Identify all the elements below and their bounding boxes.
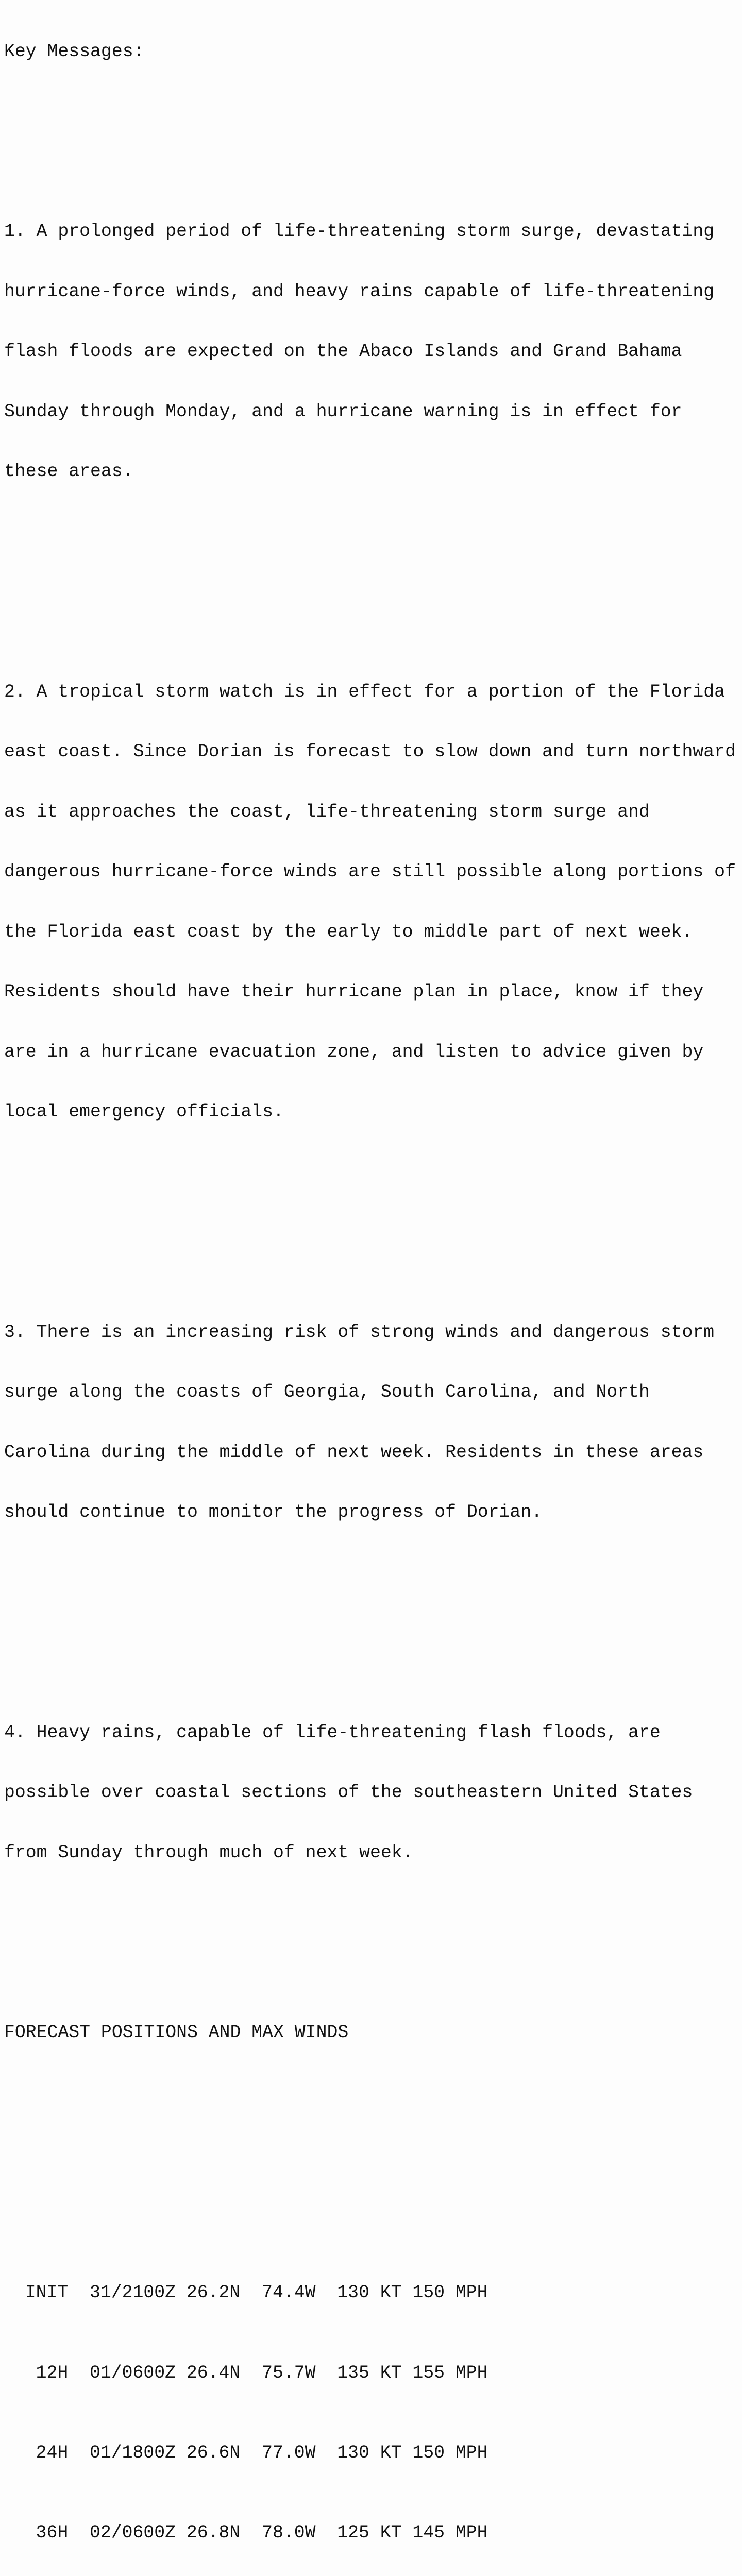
spacer [4,102,736,122]
key-message-4 [4,1683,736,1903]
message-line: Sunday through Monday, and a hurricane warning is in effect for [4,402,736,422]
forecast-longitude: 78.0W [262,2523,315,2544]
spacer [4,1603,736,1623]
message-line: local emergency officials. [4,1103,736,1123]
key-messages-heading: Key Messages: [4,42,736,62]
forecast-table [4,2163,736,2576]
forecast-latitude: 26.8N [187,2523,240,2544]
message-line: are in a hurricane evacuation zone, and listen to advice given by [4,1043,736,1063]
message-line: surge along the coasts of Georgia, South Carolina, and North [4,1383,736,1403]
forecast-date: 01/1800Z [90,2444,176,2464]
forecast-time: INIT [4,2283,68,2303]
forecast-discussion-document [4,2,736,2576]
forecast-longitude: 77.0W [262,2444,315,2464]
message-line: 4. Heavy rains, capable of life-threatening flash floods, are [4,1723,736,1743]
message-line: 3. There is an increasing risk of strong winds and dangerous storm [4,1323,736,1343]
forecast-time: 36H [4,2523,68,2544]
forecast-mph-unit: MPH [445,2283,488,2303]
forecast-date: 31/2100Z [90,2283,176,2303]
key-message-1 [4,182,736,522]
forecast-kt-unit: KT [369,2444,402,2464]
forecast-rows [4,2244,736,2576]
forecast-time: 12H [4,2364,68,2384]
forecast-kt-unit: KT [369,2283,402,2303]
message-line: Carolina during the middle of next week. Residents in these areas [4,1443,736,1463]
message-line: from Sunday through much of next week. [4,1843,736,1863]
forecast-title: FORECAST POSITIONS AND MAX WINDS [4,2023,736,2043]
forecast-row [4,2523,736,2544]
forecast-latitude: 26.2N [187,2283,240,2303]
forecast-kt-unit: KT [369,2364,402,2384]
message-line: flash floods are expected on the Abaco Islands and Grand Bahama [4,342,736,362]
forecast-mph-unit: MPH [445,2364,488,2384]
spacer [4,1203,736,1223]
forecast-row [4,2283,736,2303]
message-line: 2. A tropical storm watch is in effect for a portion of the Florida [4,683,736,703]
message-line: hurricane-force winds, and heavy rains capable of life-threatening [4,282,736,302]
forecast-latitude: 26.6N [187,2444,240,2464]
spacer [4,1943,736,1963]
forecast-wind-kt: 130 [337,2444,369,2464]
forecast-wind-kt: 125 [337,2523,369,2544]
forecast-wind-mph: 155 [412,2364,445,2384]
message-line: possible over coastal sections of the southeastern United States [4,1783,736,1803]
forecast-kt-unit: KT [369,2523,402,2544]
forecast-wind-kt: 130 [337,2283,369,2303]
forecast-longitude: 75.7W [262,2364,315,2384]
forecast-wind-mph: 150 [412,2283,445,2303]
forecast-mph-unit: MPH [445,2444,488,2464]
message-line: east coast. Since Dorian is forecast to slow down and turn northward [4,742,736,762]
forecast-mph-unit: MPH [445,2523,488,2544]
message-line: as it approaches the coast, life-threatening storm surge and [4,803,736,823]
forecast-longitude: 74.4W [262,2283,315,2303]
forecast-time: 24H [4,2444,68,2464]
forecast-wind-mph: 150 [412,2444,445,2464]
key-message-3 [4,1283,736,1563]
message-line: the Florida east coast by the early to middle part of next week. [4,923,736,943]
forecast-row [4,2364,736,2384]
forecast-wind-mph: 145 [412,2523,445,2544]
forecast-wind-kt: 135 [337,2364,369,2384]
spacer [4,2083,736,2104]
key-message-2 [4,642,736,1163]
message-line: these areas. [4,462,736,482]
forecast-date: 01/0600Z [90,2364,176,2384]
spacer [4,563,736,583]
forecast-date: 02/0600Z [90,2523,176,2544]
forecast-row [4,2444,736,2464]
message-line: should continue to monitor the progress of Dorian. [4,1503,736,1523]
message-line: dangerous hurricane-force winds are still possible along portions of [4,862,736,883]
forecast-latitude: 26.4N [187,2364,240,2384]
message-line: Residents should have their hurricane plan in place, know if they [4,982,736,1003]
message-line: 1. A prolonged period of life-threatening storm surge, devastating [4,222,736,242]
